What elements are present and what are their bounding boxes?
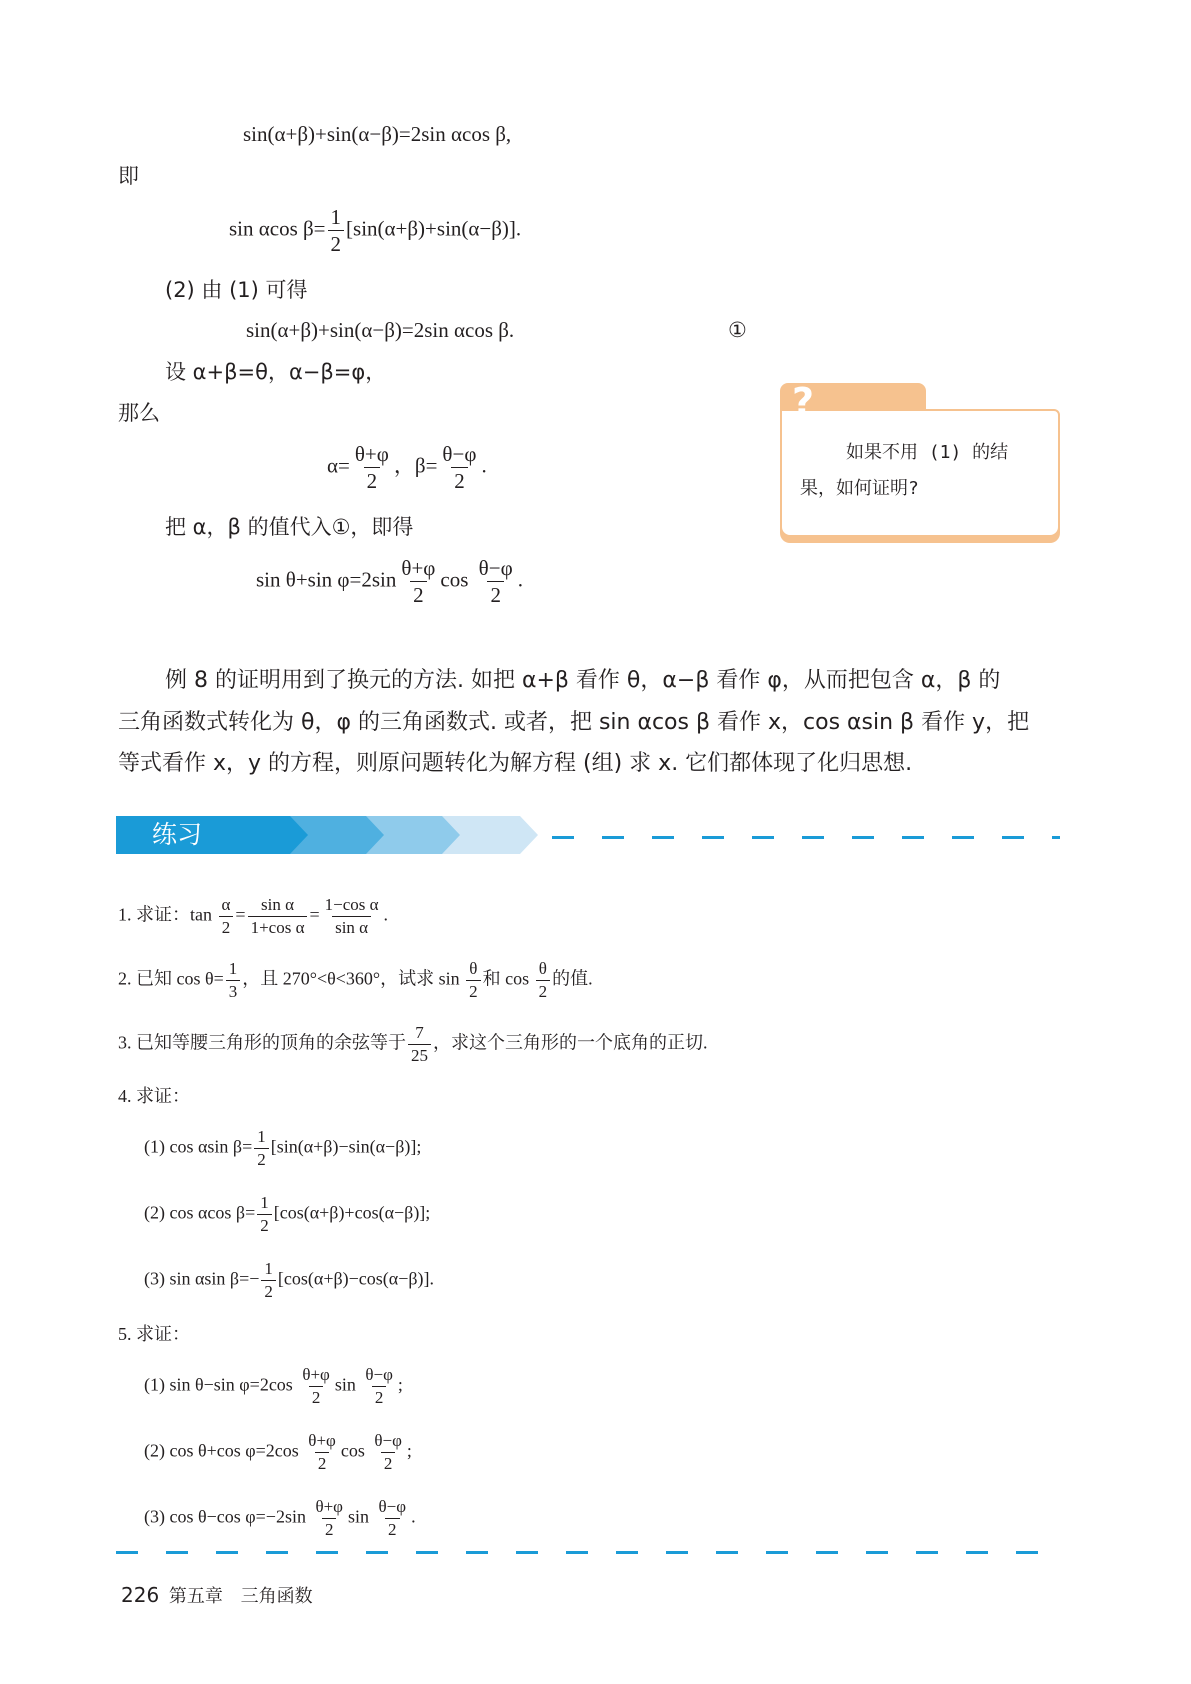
exercise-2: 2. 已知 cos θ= $\frac{1}{3}$ ，且 270°<θ<360°，试求 sin $\frac{\theta}{2}$ 和 cos $\frac{\theta}{2}$ 的值. xyxy=(118,959,593,1001)
exercise-4-part-2: (2) cos αcos β= $\frac{1}{2}$ [cos(α+β)+cos(α−β)]; xyxy=(144,1193,431,1235)
exercise-heading: 练习 xyxy=(152,820,203,849)
banner-dashed-line xyxy=(552,836,1060,839)
commentary-line-1: 例 8 的证明用到了换元的方法. 如把 α+β 看作 θ，α−β 看作 φ，从而把包含 α，β 的 xyxy=(165,668,1001,693)
commentary-line-3: 等式看作 x，y 的方程，则原问题转化为解方程 (组) 求 x. 它们都体现了化归思想. xyxy=(118,751,913,776)
question-line-2: 果，如何证明? xyxy=(800,478,919,499)
equation-sum-identity: sin(α+β)+sin(α−β)=2sin αcos β, xyxy=(243,122,512,146)
exercise-5-part-1: (1) sin θ−sin φ=2cos $\frac{\theta+\varphi}{2}$ sin $\frac{\theta-\varphi}{2}$ ; xyxy=(144,1365,403,1407)
word-ji: 即 xyxy=(118,164,139,188)
exercise-4-part-3: (3) sin αsin β=− $\frac{1}{2}$ [cos(α+β)−cos(α−β)]. xyxy=(144,1259,434,1301)
equation-product-formula: sin αcos β= $\frac{1}{2}$ [sin(α+β)+sin(α−β)]. xyxy=(229,205,522,257)
step-2-intro: (2) 由 (1) 可得 xyxy=(165,278,308,302)
exercise-4-part-1: (1) cos αsin β= $\frac{1}{2}$ [sin(α+β)−sin(α−β)]; xyxy=(144,1127,422,1169)
exercise-5-part-2: (2) cos θ+cos φ=2cos $\frac{\theta+\varphi}{2}$ cos $\frac{\theta-\varphi}{2}$ ; xyxy=(144,1431,412,1473)
question-line-1: 如果不用 (1) 的结 xyxy=(846,442,1009,463)
exercise-3: 3. 已知等腰三角形的顶角的余弦等于 $\frac{7}{25}$ ，求这个三角形的一个底角的正切. xyxy=(118,1023,708,1065)
equation-sum-to-product: sin θ+sin φ=2sin $\frac{\theta+\varphi}{2}$ cos $\frac{\theta-\varphi}{2}$ . xyxy=(256,556,523,608)
exercise-banner xyxy=(116,816,536,854)
equation-marker-1: ① xyxy=(728,318,747,342)
question-box xyxy=(780,409,1060,537)
equation-1: sin(α+β)+sin(α−β)=2sin αcos β. xyxy=(246,318,515,342)
exercise-1: 1. 求证：tan $\frac{\alpha}{2}$ = $\frac{\text{sin α}}{\text{1+cos α}}$ = $\frac{\text{1−cos α}}{\text{sin α}}$ . xyxy=(118,895,389,937)
exercise-5-part-3: (3) cos θ−cos φ=−2sin $\frac{\theta+\varphi}{2}$ sin $\frac{\theta-\varphi}{2}$ . xyxy=(144,1497,416,1539)
exercise-4-label: 4. 求证： xyxy=(118,1086,190,1106)
footer-title: 三角函数 xyxy=(240,1586,313,1607)
substitute-text: 把 α，β 的值代入①，即得 xyxy=(165,515,414,539)
footer xyxy=(121,1585,313,1606)
question-mark-icon: ? xyxy=(792,380,815,424)
page-number: 226 xyxy=(121,1583,160,1607)
exercise-5-label: 5. 求证： xyxy=(118,1324,190,1344)
substitution-setup: 设 α+β=θ，α−β=φ， xyxy=(165,360,387,384)
equation-alpha-beta: α= $\frac{\theta+\varphi}{2}$ ，β= $\frac{\theta-\varphi}{2}$ . xyxy=(327,442,487,494)
word-namo: 那么 xyxy=(118,401,160,425)
exercise-bottom-dashed-line xyxy=(116,1551,1060,1554)
footer-chapter: 第五章 xyxy=(168,1586,223,1607)
commentary-line-2: 三角函数式转化为 θ，φ 的三角函数式. 或者，把 sin αcos β 看作 x，cos αsin β 看作 y，把 xyxy=(118,710,1030,735)
